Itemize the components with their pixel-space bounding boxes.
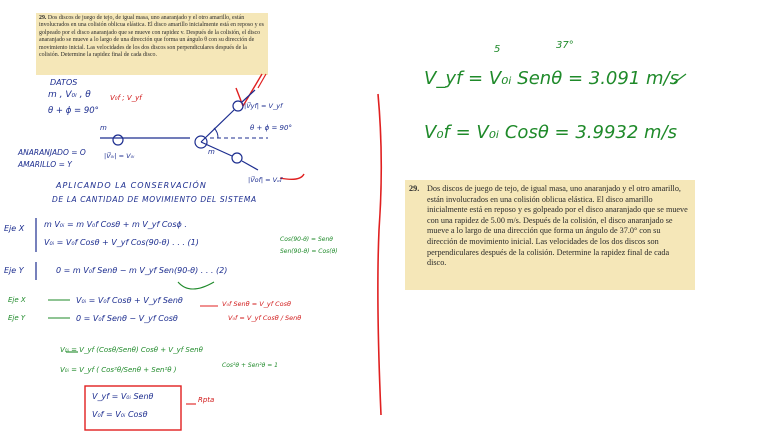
problem-number: 29. bbox=[39, 15, 47, 21]
result-vyf: V_yf = V₀ᵢ Senθ = 3.091 m/s bbox=[424, 68, 679, 89]
problem-text: Dos discos de juego de tejo, de igual masa, uno anaranjado y el otro amarillo, están involucrados en una colisión oblicua elástica. El disco amarillo inicialmente está en reposo y es golpeado por el disco anaranjado que se mueve con una rapidez de 5.00 m/s. Después de la colisión, el disco anaranjado se mueve a lo largo de una dirección que forma un ángulo de 37.0° con su dirección de movimiento inicial. Las velocidades de los dos discos son perpendiculares después de la colisión. Determine la rapidez final de cada disco. bbox=[427, 184, 688, 268]
datos-heading: DATOS bbox=[50, 78, 78, 87]
value-37-annotation: 37° bbox=[556, 40, 574, 51]
problem-number: 29. bbox=[409, 184, 420, 193]
rpta-label: Rpta bbox=[198, 396, 215, 404]
axis-y-label-2: Eje Y bbox=[8, 314, 26, 322]
orange-disc bbox=[113, 135, 123, 145]
problem-text: Dos discos de juego de tejo, de igual masa, uno anaranjado y el otro amarillo, están involucrados en una colisión oblicua elástica. El disco amarillo inicialmente está en reposo y es golpeado por el disco anaranjado que se mueve con rapidez v. Después de la colisión, el disco anaranjado se mueve a lo largo de una dirección que forma un ángulo θ con su dirección de movimiento inicial. Las velocidades de los dos discos son perpendiculares después de la colisión. Determine la rapidez final de cada disco. bbox=[39, 15, 264, 59]
equation-x2: V₀ᵢ = V₀f Cosθ + V_yf Cos(90-θ) . . . (1) bbox=[44, 238, 199, 247]
diagram-label-m1: m bbox=[100, 124, 107, 132]
conservation-line-1: APLICANDO LA CONSERVACIÓN bbox=[56, 181, 207, 190]
diagram-label-m2: m bbox=[208, 148, 215, 156]
identity-note: Cos²θ + Sen²θ = 1 bbox=[222, 362, 278, 369]
value-5-annotation: 5 bbox=[494, 44, 501, 55]
system-eq-x: V₀ᵢ = V₀f Cosθ + V_yf Senθ bbox=[76, 296, 183, 305]
trig-identity-1: Cos(90-θ) = Senθ bbox=[280, 236, 333, 243]
equation-y: 0 = m V₀f Senθ − m V_yf Sen(90-θ) . . . (2) bbox=[56, 266, 228, 275]
substitution-1: V₀ᵢ = V_yf (Cosθ/Senθ) Cosθ + V_yf Senθ bbox=[60, 346, 203, 354]
axis-x-label: Eje X bbox=[4, 224, 25, 233]
trig-identity-2: Sen(90-θ) = Cos(θ) bbox=[280, 248, 338, 255]
conservation-line-2: DE LA CANTIDAD DE MOVIMIENTO DEL SISTEMA bbox=[52, 195, 257, 204]
red-step-2: V₀f = V_yf Cosθ / Senθ bbox=[228, 314, 302, 322]
diagram-label-v0i: |V⃗₀ᵢ| = V₀ᵢ bbox=[104, 152, 135, 160]
diagram-label-vof: |V⃗of| = Vₒf bbox=[248, 176, 283, 184]
axis-x-label-2: Eje X bbox=[8, 296, 26, 304]
result-vof: V₀f = V₀ᵢ Cosθ = 3.9932 m/s bbox=[424, 122, 678, 143]
datos-line-1: m , V₀ᵢ , θ bbox=[48, 90, 91, 100]
axis-y-label: Eje Y bbox=[4, 266, 24, 275]
diagram-label-vyf: |V⃗yf| = V_yf bbox=[244, 102, 283, 110]
unknowns-label: V₀f ; V_yf bbox=[110, 94, 142, 102]
equation-x1: m V₀ᵢ = m V₀f Cosθ + m V_yf Cosϕ . bbox=[44, 220, 187, 229]
system-eq-y: 0 = V₀f Senθ − V_yf Cosθ bbox=[76, 314, 178, 323]
color-yellow-label: AMARILLO = Y bbox=[18, 160, 72, 169]
datos-line-2: θ + ϕ = 90° bbox=[48, 106, 99, 116]
diagram-label-angle: θ + ϕ = 90° bbox=[250, 124, 292, 132]
divider-line bbox=[378, 94, 381, 415]
color-orange-label: ANARANJADO = O bbox=[18, 148, 86, 157]
substitution-2: V₀ᵢ = V_yf ( Cos²θ/Senθ + Sen²θ ) bbox=[60, 366, 177, 374]
red-step-1: V₀f Senθ = V_yf Cosθ bbox=[222, 300, 291, 308]
answer-1: V_yf = V₀ᵢ Senθ bbox=[92, 392, 154, 401]
answer-2: V₀f = V₀ᵢ Cosθ bbox=[92, 410, 148, 419]
